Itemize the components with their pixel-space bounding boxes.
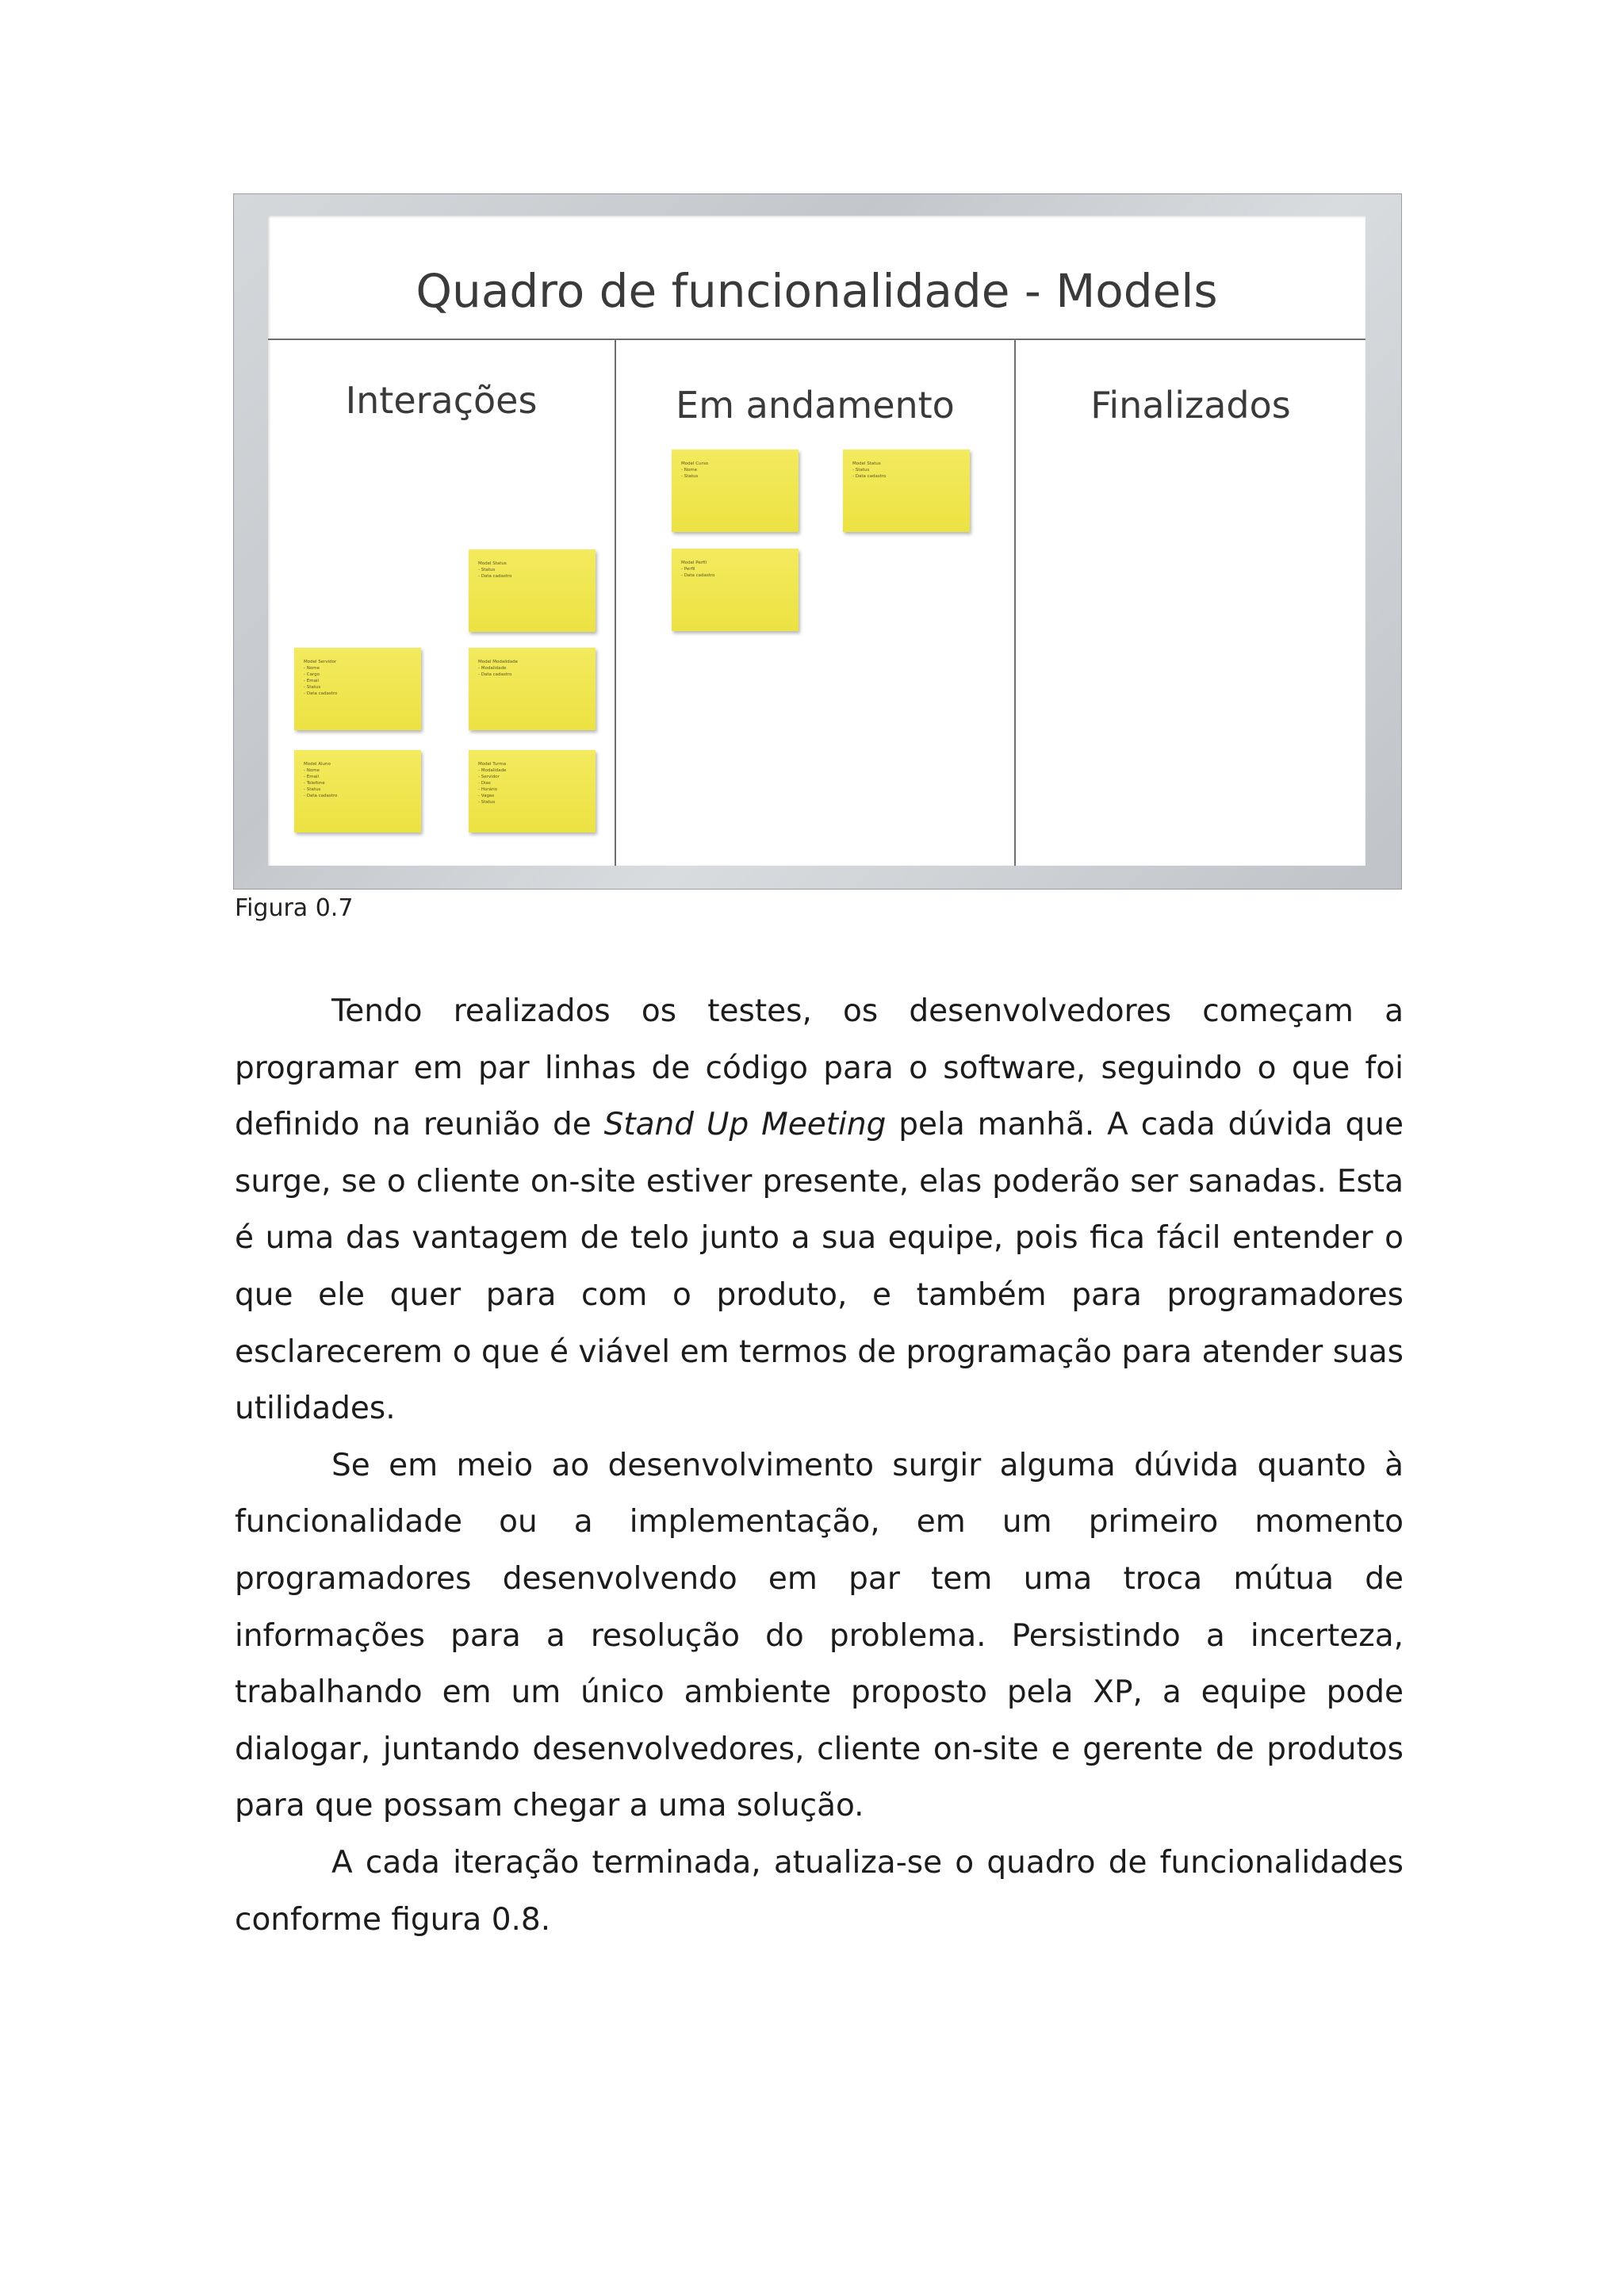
board-title: Quadro de funcionalidade - Models xyxy=(416,264,1218,318)
note-text: - Data cadastro xyxy=(478,672,512,677)
note-text: - Horário xyxy=(478,787,498,792)
note-text: - Cargo xyxy=(304,672,320,677)
paragraph-3: A cada iteração terminada, atualiza-se o quadro de funcionalidades conforme figura 0.8. xyxy=(235,1844,1404,1938)
note-text: Model Servidor xyxy=(304,660,337,664)
sticky-note xyxy=(469,648,596,730)
sticky-note xyxy=(294,750,421,832)
sticky-note xyxy=(294,648,421,730)
paragraph-text: pela manhã. A cada dúvida que surge, se o cliente on-site estiver presente, elas poderão ser sanadas. Esta é uma das vantagem de telo junto a sua equipe, pois fica fácil entender o que ele quer para com o produto, e também para programadores esclarecerem o que é viável em termos de programação para atender suas utilidades. xyxy=(235,1107,1404,1427)
paragraph-2: Se em meio ao desenvolvimento surgir alguma dúvida quanto à funcionalidade ou a implementação, em um primeiro momento programadores desenvolvendo em par tem uma troca mútua de informações para a resolução do problema. Persistindo a incerteza, trabalhando em um único ambiente proposto pela XP, a equipe pode dialogar, juntando desenvolvedores, cliente on-site e gerente de produtos para que possam chegar a uma solução. xyxy=(235,1447,1404,1824)
note-text: - Modalidade xyxy=(478,768,507,773)
note-text: - Dias xyxy=(478,781,491,786)
note-text: - Nome xyxy=(304,666,320,671)
paragraph-1 xyxy=(235,983,1404,1437)
column-header-interacoes: Interações xyxy=(345,379,538,422)
sticky-note xyxy=(469,750,596,832)
note-text: Model Curso xyxy=(681,461,709,466)
note-text: Model Modalidade xyxy=(478,660,519,664)
emphasis-term: Stand Up Meeting xyxy=(603,1107,887,1143)
sticky-note xyxy=(843,450,970,532)
note-text: - Servidor xyxy=(478,775,500,779)
note-text: - Modalidade xyxy=(478,666,507,671)
note-text: - Status xyxy=(478,568,496,572)
note-text: - Status xyxy=(681,474,699,479)
column-header-finalizados: Finalizados xyxy=(1090,384,1291,427)
whiteboard-figure xyxy=(233,193,1402,890)
note-text: - Telefone xyxy=(304,781,325,786)
note-text: - Nome xyxy=(681,468,697,473)
whiteboard-surface xyxy=(268,216,1365,866)
sticky-note xyxy=(469,549,596,632)
note-text: - Perfil xyxy=(681,567,695,572)
paragraph-text: Tendo realizados os testes, os desenvolvedores começam a programar em par linhas de código para o software, seguindo o que foi definido na reunião de xyxy=(235,993,1404,1143)
note-text: - Data cadastro xyxy=(681,573,715,578)
note-text: - Status xyxy=(304,685,321,690)
note-text: - Status xyxy=(852,468,870,473)
note-text: Model Turma xyxy=(478,762,507,767)
note-text: Model Aluno xyxy=(304,762,331,767)
note-text: - Status xyxy=(304,787,321,792)
note-text: Model Status xyxy=(852,461,881,466)
note-text: - Data cadastro xyxy=(304,794,338,798)
board-header-divider xyxy=(268,339,1365,340)
note-text: - Data cadastro xyxy=(852,474,887,479)
body-text xyxy=(235,983,1404,1948)
note-text: - Nome xyxy=(304,768,320,773)
note-text: - Email xyxy=(304,775,319,779)
note-text: - Vagas xyxy=(478,794,495,798)
note-text: - Data cadastro xyxy=(478,574,512,579)
note-text: - Status xyxy=(478,800,496,805)
sticky-note xyxy=(672,549,799,631)
note-text: Model Status xyxy=(478,561,507,566)
note-text: - Email xyxy=(304,679,319,683)
sticky-note xyxy=(672,450,799,532)
note-text: - Data cadastro xyxy=(304,691,338,696)
note-text: Model Perfil xyxy=(681,561,707,565)
column-header-em-andamento: Em andamento xyxy=(676,384,955,427)
figure-caption: Figura 0.7 xyxy=(235,894,354,922)
